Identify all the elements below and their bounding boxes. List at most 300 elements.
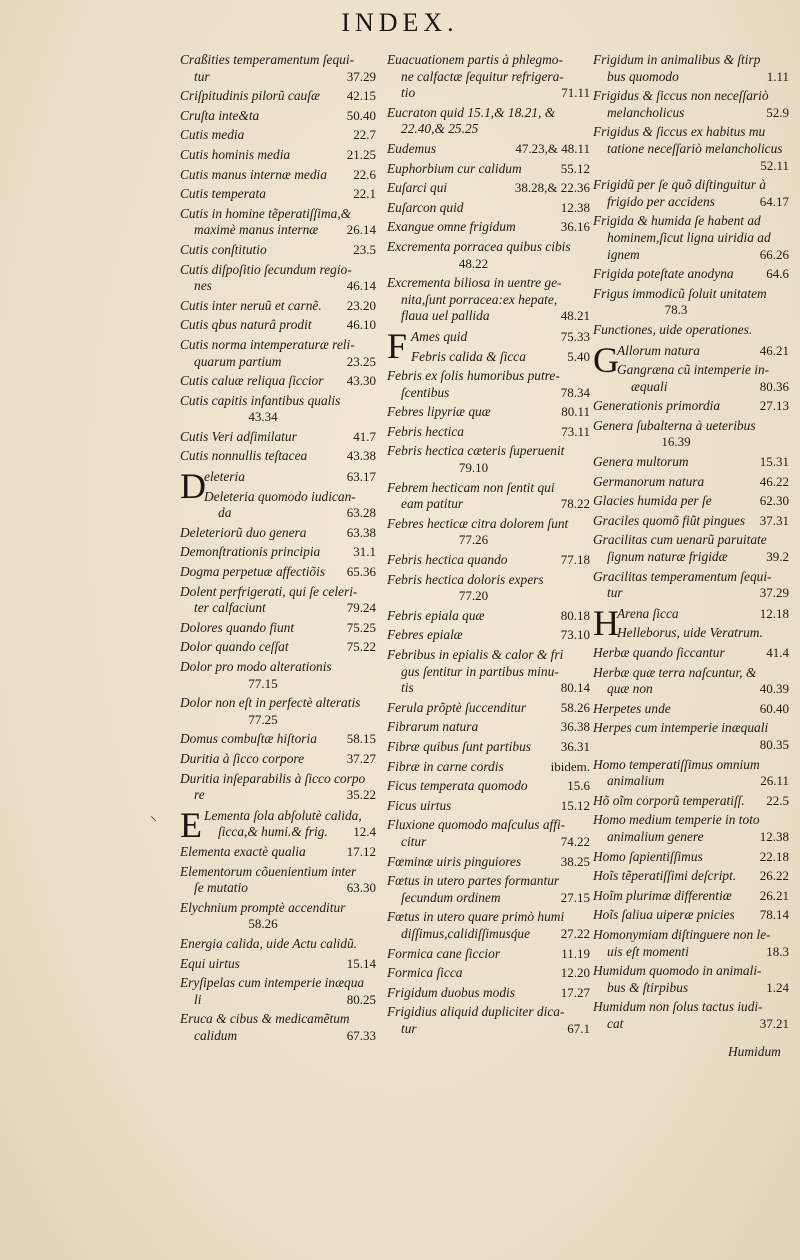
page-reference: 71.11 xyxy=(561,85,590,101)
index-entry xyxy=(593,398,789,415)
page-reference: 42.15 xyxy=(346,88,376,104)
index-entry xyxy=(411,329,590,346)
page-reference: 46.22 xyxy=(759,473,789,489)
index-term: Frigida & humida ſe habent ad xyxy=(593,213,761,229)
index-entry xyxy=(180,751,376,768)
index-term: Formica ſicca xyxy=(387,965,463,981)
index-entry xyxy=(593,418,789,451)
index-term-continuation: citur xyxy=(401,833,427,849)
index-term: Frigidum in animalibus & ſtirp xyxy=(593,52,761,67)
index-entry xyxy=(593,849,789,866)
index-entry xyxy=(593,532,789,565)
index-term: Hoĩm plurimæ differentiæ xyxy=(593,887,732,903)
page-reference: 27.15 xyxy=(560,889,590,905)
index-term-continuation: nita,ſunt porracea:ex hepate, xyxy=(401,291,558,307)
index-entry xyxy=(387,105,590,138)
index-term: Fœtus in utero partes formantur xyxy=(387,873,560,889)
index-entry xyxy=(180,262,376,295)
page-reference: 80.25 xyxy=(346,991,376,1007)
index-term: Craßities temperamentum ſequi- xyxy=(180,52,355,67)
page-reference: 52.11 xyxy=(760,157,789,173)
index-term-continuation: li xyxy=(194,991,202,1007)
index-term: Cutis hominis media xyxy=(180,146,291,162)
page-reference: 66.26 xyxy=(759,246,789,262)
page-reference: 64.6 xyxy=(766,266,789,282)
letter-section xyxy=(593,602,789,643)
index-term: Germanorum natura xyxy=(593,473,705,489)
page-reference: 55.12 xyxy=(560,160,590,176)
index-entry xyxy=(180,242,376,259)
index-term: Homo temperatiſſimus omnium xyxy=(593,756,760,772)
page-reference: 12.18 xyxy=(759,605,789,621)
index-entry xyxy=(180,127,376,144)
page-reference: 38.28,& 22.36 xyxy=(514,180,590,196)
index-entry xyxy=(180,584,376,617)
index-entry xyxy=(387,778,590,795)
index-term: Cutis in homine tẽperatiſſima,& xyxy=(180,205,352,221)
index-term-continuation: tis xyxy=(401,680,414,696)
index-term: Dolor non eſt in perfectè alteratis xyxy=(180,695,361,711)
index-term: Elementa exactè qualia xyxy=(180,843,306,859)
index-term-continuation: ſcentibus xyxy=(401,384,450,400)
index-term: Febres hecticæ citra dolorem ſunt xyxy=(387,515,569,531)
index-entry xyxy=(180,659,376,692)
page-reference: 12.38 xyxy=(560,199,590,215)
index-entry xyxy=(387,141,590,158)
index-entry xyxy=(180,52,376,85)
page-reference: 38.25 xyxy=(560,853,590,869)
index-term: Cutis caluæ reliqua ſiccior xyxy=(180,373,324,389)
index-term: Frigidus & ſiccus ex habitus mu xyxy=(593,124,766,140)
page-reference: 43.38 xyxy=(346,448,376,464)
index-term: Cutis inter neruũ et carnẽ. xyxy=(180,297,322,313)
index-entry xyxy=(411,349,590,366)
page-reference: 78.34 xyxy=(560,384,590,400)
page-reference: 77.20 xyxy=(458,588,489,604)
page-reference: 12.4 xyxy=(353,824,376,840)
index-entry xyxy=(593,88,789,121)
index-term: Eudemus xyxy=(387,140,437,156)
page-reference: 27.13 xyxy=(759,398,789,414)
index-term: Hoĩs ſaliua uiperæ pnicies xyxy=(593,907,735,923)
index-entry xyxy=(387,909,590,942)
index-term: Duritia à ſicco corpore xyxy=(180,750,305,766)
index-entry xyxy=(387,946,590,963)
index-entry xyxy=(180,337,376,370)
page-reference: 39.2 xyxy=(766,549,789,565)
page-reference: 15.31 xyxy=(759,454,789,470)
index-term: Frigus immodicũ ſoluit unitatem xyxy=(593,285,767,301)
index-term: Humidum non ſolus tactus iudi- xyxy=(593,999,763,1015)
index-entry xyxy=(593,513,789,530)
index-term: Gracilitas cum uenarũ paruitate xyxy=(593,532,767,548)
page-reference: 75.25 xyxy=(346,619,376,635)
index-term: Cutis norma intemperaturæ reli- xyxy=(180,336,355,352)
index-term: Genera multorum xyxy=(593,454,689,470)
index-term: Hoĩs tẽperatiſſimi deſcript. xyxy=(593,868,737,884)
index-term-continuation: flaua uel pallida xyxy=(401,308,490,324)
index-term: Ames quid xyxy=(411,328,468,344)
index-entry xyxy=(387,759,590,776)
page-reference: 26.11 xyxy=(760,773,789,789)
page-reference: 67.1 xyxy=(567,1020,590,1036)
page-reference: 73.11 xyxy=(561,423,590,439)
index-term: Helleborus, uide Veratrum. xyxy=(617,625,763,641)
index-entry xyxy=(593,569,789,602)
index-term: Febrem hecticam non ſentit qui xyxy=(387,479,555,495)
page-reference: 73.10 xyxy=(560,627,590,643)
index-term-continuation: ſignum naturæ frigidæ xyxy=(607,549,728,565)
page-reference: 80.18 xyxy=(560,607,590,623)
index-entry xyxy=(387,52,590,102)
index-entry xyxy=(387,200,590,217)
page-reference: 15.6 xyxy=(567,778,590,794)
index-term: Febris ex ſolis humoribus putre- xyxy=(387,368,560,384)
index-term-continuation: tatione neceſſariò melancholicus xyxy=(607,140,783,156)
index-term: Dogma perpetuæ affectiõis xyxy=(180,564,326,580)
index-term: Criſpitudinis pilorũ cauſæ xyxy=(180,88,320,104)
index-term-continuation: tio xyxy=(401,85,416,101)
page-reference: 79.24 xyxy=(346,600,376,616)
page-reference: 58.26 xyxy=(248,916,278,932)
page-reference: 50.40 xyxy=(346,107,376,123)
page-reference: 64.17 xyxy=(759,193,789,209)
index-entry xyxy=(593,701,789,718)
index-entry xyxy=(387,965,590,982)
page-reference: 23.20 xyxy=(346,297,376,313)
index-term-continuation: uis eſt momenti xyxy=(607,943,689,959)
page-reference: 17.27 xyxy=(560,984,590,1000)
index-entry xyxy=(593,793,789,810)
index-term: Deleteria quomodo iudican- xyxy=(204,488,356,504)
page-reference: 26.14 xyxy=(346,222,376,238)
index-entry xyxy=(387,180,590,197)
page-reference: 80.11 xyxy=(561,404,590,420)
index-term-continuation: gus ſentitur in partibus minu- xyxy=(401,663,559,679)
index-entry xyxy=(204,469,376,486)
index-term-continuation: diſſimus,calidiſſimusq́ue xyxy=(401,925,531,941)
index-term: Genera ſubalterna à ueteribus xyxy=(593,417,756,433)
letter-section xyxy=(180,804,376,845)
index-term-continuation: bus quomodo xyxy=(607,68,679,84)
page-reference: 37.29 xyxy=(346,68,376,84)
index-entry xyxy=(593,665,789,698)
index-entry xyxy=(387,627,590,644)
index-term: Elementorum cõuenientium inter xyxy=(180,863,357,879)
page-reference: 60.40 xyxy=(759,700,789,716)
index-term: Cutis media xyxy=(180,127,245,143)
index-entry xyxy=(180,936,376,953)
index-term-continuation: eam patitur xyxy=(401,496,464,512)
index-entry xyxy=(593,177,789,210)
index-term-continuation: ter calfaciunt xyxy=(194,600,266,616)
index-term: Febres epialæ xyxy=(387,627,463,643)
page-reference: 46.14 xyxy=(346,278,376,294)
index-entry xyxy=(593,322,789,339)
index-entry xyxy=(387,854,590,871)
index-term: Energia calida, uide Actu calidũ. xyxy=(180,935,358,951)
index-term: Homonymiam diſtinguere non le- xyxy=(593,926,771,942)
index-term: Frigidius aliquid dupliciter dica- xyxy=(387,1004,565,1020)
index-term: Frigidus & ſiccus non neceſſariò xyxy=(593,88,769,104)
page-reference: 77.25 xyxy=(248,711,278,727)
page-reference: 12.20 xyxy=(560,965,590,981)
index-entry xyxy=(180,186,376,203)
index-entry xyxy=(593,720,789,753)
index-term: Homo medium temperie in toto xyxy=(593,812,760,828)
page-reference: 41.7 xyxy=(353,428,376,444)
index-term-continuation: æquali xyxy=(631,378,668,394)
index-entry xyxy=(180,167,376,184)
index-entry xyxy=(180,564,376,581)
index-term: Gracilitas temperamentum ſequi- xyxy=(593,568,772,584)
index-term: Cutis Veri adſimilatur xyxy=(180,428,297,444)
index-entry xyxy=(204,808,376,841)
page-reference: 65.36 xyxy=(346,564,376,580)
index-term-continuation: ſe mutatio xyxy=(194,880,248,896)
page-reference: 26.21 xyxy=(759,887,789,903)
page-reference: 23.5 xyxy=(353,241,376,257)
index-term: Cutis temperata xyxy=(180,186,266,202)
page-reference: 48.21 xyxy=(560,308,590,324)
index-term: Eruca & cibus & medicamẽtum xyxy=(180,1011,350,1027)
index-term: Ferula prõptè ſuccenditur xyxy=(387,699,527,715)
page-reference: 77.15 xyxy=(248,675,278,691)
index-term: Gangræna cũ intemperie in- xyxy=(617,362,770,378)
index-term-continuation: maximè manus internæ xyxy=(194,222,319,238)
index-term-continuation: calidum xyxy=(194,1027,238,1043)
page-reference: 5.40 xyxy=(567,348,590,364)
index-entry xyxy=(387,516,590,549)
index-entry xyxy=(387,572,590,605)
page-reference: 58.26 xyxy=(560,699,590,715)
index-term: Ficus temperata quomodo xyxy=(387,778,528,794)
index-term: Euſarcon quid xyxy=(387,199,464,215)
page-reference: 17.12 xyxy=(346,843,376,859)
page-reference: 58.15 xyxy=(346,731,376,747)
index-term: Fœtus in utero quare primò humi xyxy=(387,909,565,925)
index-entry xyxy=(617,625,789,642)
index-term-continuation: frigido per accidens xyxy=(607,193,715,209)
index-entry xyxy=(387,719,590,736)
page-reference: 48.22 xyxy=(458,255,489,271)
page-reference: 1.11 xyxy=(766,68,789,84)
page-reference: 52.9 xyxy=(766,104,789,120)
index-term: Hõ oĩm corporũ temperatiſſ. xyxy=(593,792,745,808)
index-term-continuation: ne calfactæ ſequitur refrigera- xyxy=(401,68,564,84)
index-term: Exangue omne frigidum xyxy=(387,219,516,235)
index-term: Eucraton quid 15.1,& 18.21, & xyxy=(387,104,556,120)
index-term-continuation: melancholicus xyxy=(607,104,685,120)
decorated-initial: E xyxy=(180,804,202,845)
page-reference: 41.4 xyxy=(766,645,789,660)
index-term: Herbæ quæ terra naſcuntur, & xyxy=(593,664,757,680)
index-entry xyxy=(593,474,789,491)
index-entry xyxy=(387,275,590,325)
page-reference: 37.29 xyxy=(759,585,789,601)
index-term: Frigida poteſtate anodyna xyxy=(593,266,734,282)
index-term: Lementa ſola abſolutè calida, xyxy=(204,807,362,823)
index-entry xyxy=(180,393,376,426)
index-entry xyxy=(387,219,590,236)
index-term: eleteria xyxy=(204,469,245,485)
page-reference: 26.22 xyxy=(759,868,789,884)
index-entry xyxy=(180,88,376,105)
index-term: Domus combuſtæ hiſtoria xyxy=(180,731,317,747)
index-term-continuation: cat xyxy=(607,1015,624,1031)
page-reference: 63.38 xyxy=(346,524,376,540)
index-entry xyxy=(180,525,376,542)
page-reference: 40.39 xyxy=(759,681,789,697)
index-entry xyxy=(387,647,590,697)
index-term-continuation: nes xyxy=(194,278,212,294)
index-term: Elychnium promptè accenditur xyxy=(180,899,346,915)
page-reference: 46.10 xyxy=(346,317,376,333)
index-term: Allorum natura xyxy=(617,342,700,358)
index-entry xyxy=(593,888,789,905)
index-entry xyxy=(593,454,789,471)
index-entry xyxy=(387,739,590,756)
index-term: Duritia inſeparabilis à ſicco corpo xyxy=(180,770,366,786)
margin-mark: ⸌ xyxy=(150,814,157,830)
index-entry xyxy=(387,424,590,441)
page-reference: 21.25 xyxy=(346,146,376,162)
page-reference: 80.35 xyxy=(759,736,789,752)
index-term: Febris hectica cæteris ſuperuenit xyxy=(387,443,565,459)
index-term: Fibræ in carne cordis xyxy=(387,758,504,774)
index-term: Equi uirtus xyxy=(180,955,240,971)
index-term: Herpetes unde xyxy=(593,700,671,716)
index-entry xyxy=(593,812,789,845)
index-term: Homo ſapientiſſimus xyxy=(593,848,703,864)
index-term-continuation: da xyxy=(218,505,232,521)
index-entry xyxy=(180,731,376,748)
index-entry xyxy=(387,873,590,906)
index-entry xyxy=(180,771,376,804)
index-term: Formica cane ſiccior xyxy=(387,945,501,961)
index-entry xyxy=(593,52,789,85)
index-term-continuation: animalium xyxy=(607,773,665,789)
page-reference: 11.19 xyxy=(561,945,590,961)
index-term-continuation: tur xyxy=(607,585,623,601)
index-entry xyxy=(593,963,789,996)
page-reference: 27.22 xyxy=(560,925,590,941)
index-entry xyxy=(593,645,789,662)
index-term-continuation: ſicca,& humi.& frig. xyxy=(218,824,328,840)
index-term: Febris hectica xyxy=(387,423,464,439)
index-entry xyxy=(387,404,590,421)
index-term-continuation: ſecundum ordinem xyxy=(401,889,501,905)
index-entry xyxy=(180,639,376,656)
index-entry xyxy=(387,817,590,850)
page-reference: 80.36 xyxy=(759,378,789,394)
index-term: Cutis nonnullis teſtacea xyxy=(180,448,308,464)
page-reference: 46.21 xyxy=(759,342,789,358)
letter-section xyxy=(180,466,376,522)
index-term: Dolor pro modo alterationis xyxy=(180,659,332,674)
index-entry xyxy=(180,298,376,315)
decorated-initial: H xyxy=(593,602,619,643)
page-reference: 36.16 xyxy=(560,219,590,235)
page-reference: 22.1 xyxy=(353,186,376,202)
index-term: Functiones, uide operationes. xyxy=(593,321,753,337)
index-entry xyxy=(180,317,376,334)
page-reference: 18.3 xyxy=(766,943,789,959)
index-term: Deleteriorũ duo genera xyxy=(180,524,307,540)
index-term: Febribus in epialis & calor & fri xyxy=(387,647,564,662)
index-term: Fœminæ uiris pinguiores xyxy=(387,853,522,869)
index-term: Arena ſicca xyxy=(617,605,679,621)
page-reference: 43.30 xyxy=(346,373,376,389)
index-term-continuation: re xyxy=(194,787,205,803)
index-entry xyxy=(387,161,590,178)
index-entry xyxy=(180,864,376,897)
index-term: Demonſtrationis principia xyxy=(180,544,321,560)
decorated-initial: G xyxy=(593,339,619,380)
index-column-3 xyxy=(593,52,789,1035)
index-entry xyxy=(180,448,376,465)
index-term: Dolent perfrigerati, qui ſe celeri- xyxy=(180,583,358,599)
index-entry xyxy=(387,985,590,1002)
page-reference: ibidem. xyxy=(550,758,590,774)
page-reference: 15.12 xyxy=(560,797,590,813)
index-term: Febris hectica quando xyxy=(387,552,508,568)
index-entry xyxy=(180,1011,376,1044)
page-reference: 67.33 xyxy=(346,1027,376,1043)
page-reference: 43.34 xyxy=(248,409,278,425)
index-entry xyxy=(387,608,590,625)
index-term: Cutis capitis infantibus qualis xyxy=(180,392,341,408)
index-entry xyxy=(617,343,789,360)
index-entry xyxy=(387,480,590,513)
index-term-continuation: ignem xyxy=(607,246,640,262)
index-entry xyxy=(593,286,789,319)
page-reference: 23.25 xyxy=(346,353,376,369)
index-term: Herbæ quando ſiccantur xyxy=(593,645,725,660)
index-term: Febris hectica doloris expers xyxy=(387,571,544,587)
index-entry xyxy=(180,900,376,933)
page-reference: 12.38 xyxy=(759,828,789,844)
page-reference: 37.27 xyxy=(346,750,376,766)
index-column-2 xyxy=(387,52,590,1040)
index-entry xyxy=(387,798,590,815)
page-reference: 63.30 xyxy=(346,880,376,896)
page-reference: 77.26 xyxy=(458,532,489,548)
index-entry xyxy=(180,695,376,728)
index-entry xyxy=(180,844,376,861)
index-term: Generationis primordia xyxy=(593,398,721,414)
letter-section xyxy=(387,325,590,366)
page-reference: 35.22 xyxy=(346,787,376,803)
page-reference: 80.14 xyxy=(560,680,590,696)
index-entry xyxy=(387,552,590,569)
index-entry xyxy=(387,1004,590,1037)
index-entry xyxy=(593,868,789,885)
index-term: Cutis qbus naturâ prodit xyxy=(180,317,312,333)
index-entry xyxy=(180,108,376,125)
index-entry xyxy=(387,239,590,272)
index-entry xyxy=(593,999,789,1032)
page-reference: 63.28 xyxy=(346,505,376,521)
index-entry xyxy=(593,124,789,174)
index-term: Euphorbium cur calidum xyxy=(387,160,522,176)
index-entry xyxy=(593,757,789,790)
page-reference: 37.21 xyxy=(759,1015,789,1031)
index-entry xyxy=(593,266,789,283)
index-entry xyxy=(180,956,376,973)
index-term: Glacies humida per ſe xyxy=(593,493,712,509)
index-entry xyxy=(180,429,376,446)
